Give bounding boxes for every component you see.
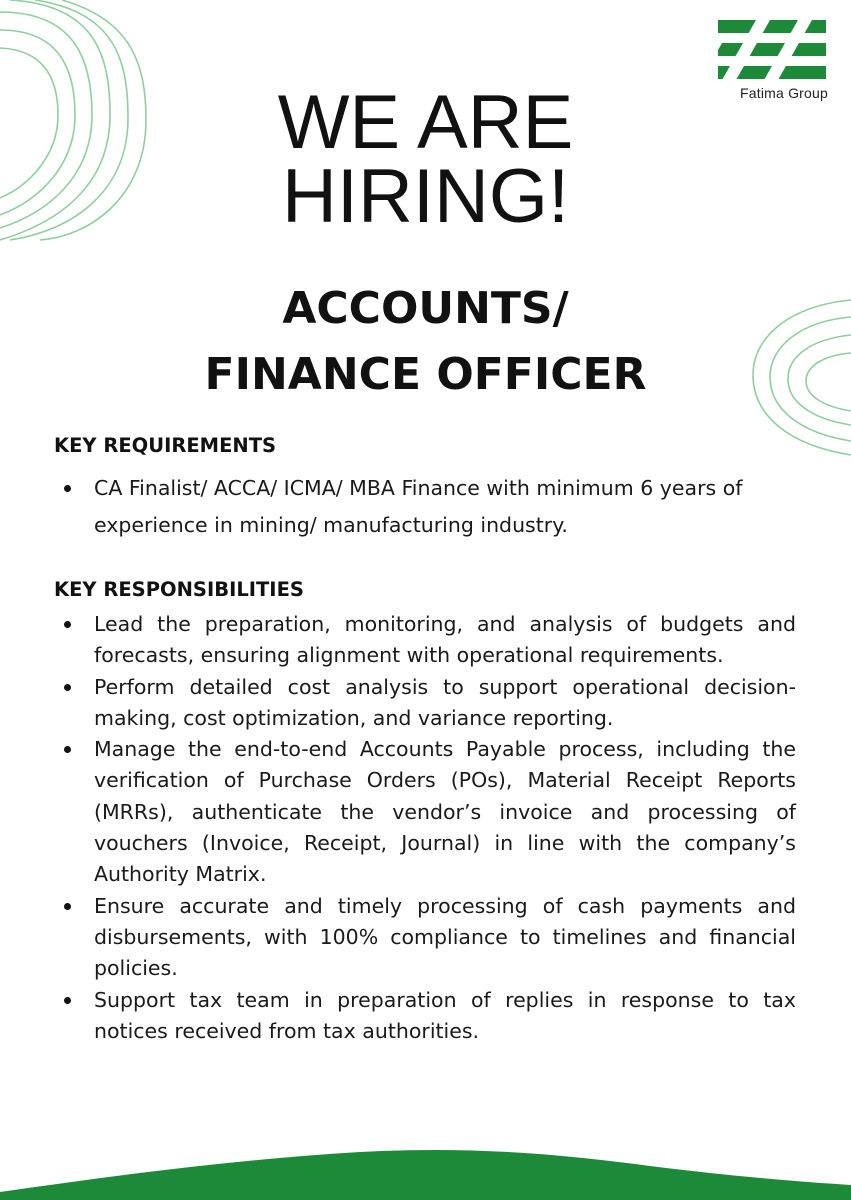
responsibility-item: Ensure accurate and timely processing of cash payments and disbursements, with 100% compliance to timelines and financial policies. bbox=[54, 891, 796, 985]
requirements-list bbox=[54, 470, 796, 544]
logo-text: Fatima Group bbox=[740, 85, 828, 101]
requirements-title: KEY REQUIREMENTS bbox=[54, 434, 277, 457]
responsibility-item: Perform detailed cost analysis to support operational decision-making, cost optimization, and variance reporting. bbox=[54, 672, 796, 735]
headline-line-2: HIRING! bbox=[281, 154, 570, 239]
job-title bbox=[0, 276, 851, 408]
responsibilities-title: KEY RESPONSIBILITIES bbox=[54, 578, 304, 601]
headline-line-1: WE ARE bbox=[277, 80, 574, 165]
responsibility-item: Support tax team in preparation of replies in response to tax notices received from tax authorities. bbox=[54, 985, 796, 1048]
responsibility-item: Lead the preparation, monitoring, and analysis of budgets and forecasts, ensuring alignment with operational requirements. bbox=[54, 609, 796, 672]
responsibility-item: Manage the end-to-end Accounts Payable process, including the verification of Purchase Orders (POs), Material Receipt Reports (MRRs), authenticate the vendor’s invoice and processing of vouchers (Invoice, Receipt, Journal) in line with the company’s Authority Matrix. bbox=[54, 734, 796, 890]
headline bbox=[0, 80, 851, 239]
job-title-line-1: ACCOUNTS/ bbox=[282, 283, 569, 334]
responsibilities-list bbox=[54, 609, 796, 1047]
job-title-line-2: FINANCE OFFICER bbox=[204, 349, 647, 400]
fatima-group-logo-icon bbox=[716, 20, 828, 80]
requirement-item: CA Finalist/ ACCA/ ICMA/ MBA Finance with minimum 6 years of experience in mining/ manufacturing industry. bbox=[54, 470, 796, 544]
footer-wave bbox=[0, 1130, 851, 1200]
